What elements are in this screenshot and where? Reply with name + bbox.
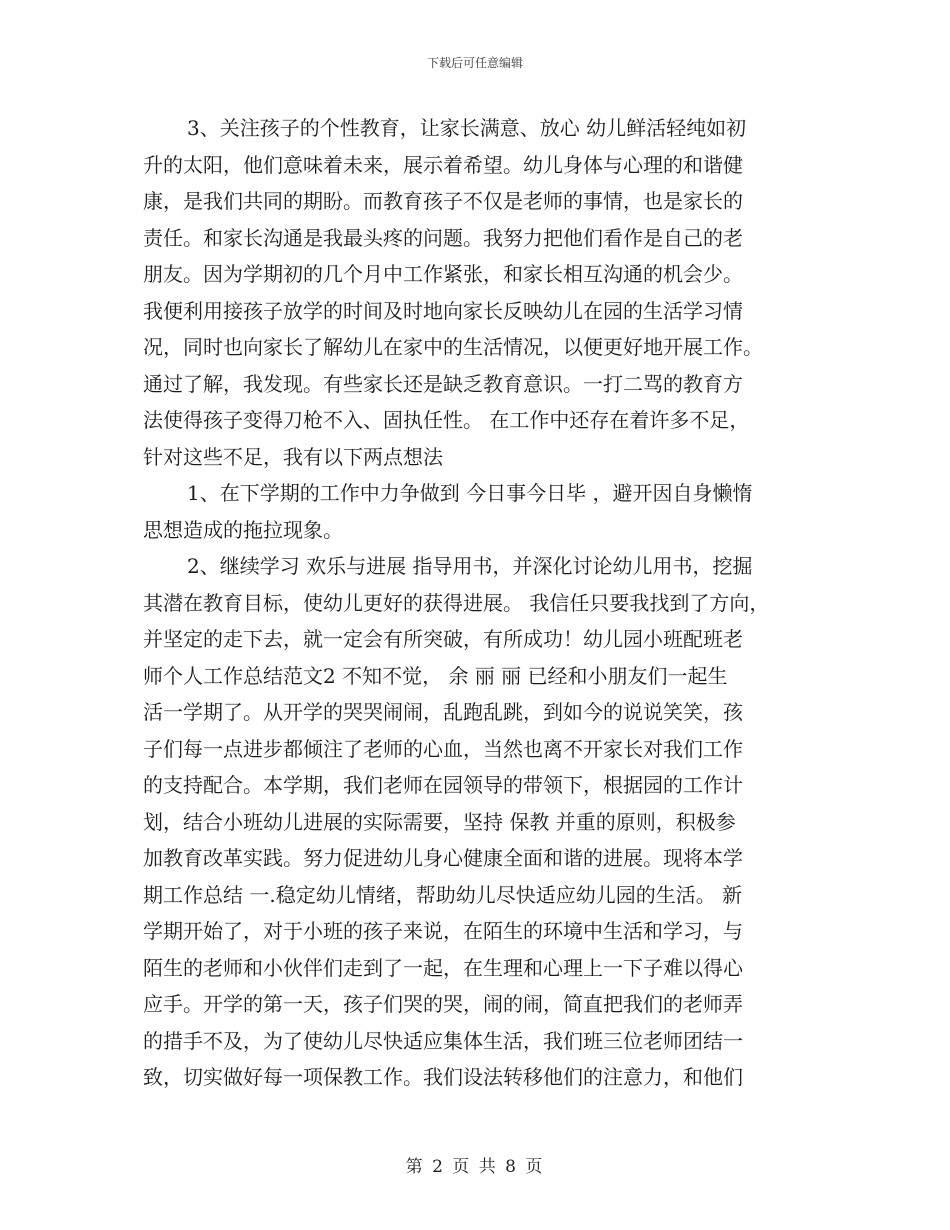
- text-line: 陌生的老师和小伙伴们走到了一起，在生理和心理上一下子难以得心: [143, 955, 743, 980]
- paragraph-3: [143, 548, 808, 1096]
- text-line: 应手。开学的第一天，孩子们哭的哭，闹的闹，简直把我们的老师弄: [143, 992, 743, 1016]
- text-line: 其潜在教育目标，使幼儿更好的获得进展。 我信任只要我找到了方向，: [143, 590, 770, 615]
- text-line: 法使得孩子变得刀枪不入、固执任性。 在工作中还存在着许多不足，: [143, 408, 750, 432]
- text-line: 的支持配合。本学期，我们老师在园领导的带领下，根据园的工作计: [143, 773, 743, 797]
- text-line: 并坚定的走下去，就一定会有所突破，有所成功！幼儿园小班配班老: [143, 627, 743, 651]
- page-header-note: 下载后可任意编辑: [426, 56, 523, 70]
- paragraph-2: [143, 475, 808, 548]
- text-line: 活一学期了。从开学的哭哭闹闹，乱跑乱跳，到如今的说说笑笑，孩: [143, 700, 743, 724]
- text-line: 学期开始了，对于小班的孩子来说，在陌生的环境中生活和学习，与: [143, 919, 743, 943]
- text-line: 师个人工作总结范文2 不知不觉， 余 丽 丽 已经和小朋友们一起生: [143, 663, 728, 688]
- text-line: 我便利用接孩子放学的时间及时地向家长反映幼儿在园的生活学习情: [143, 298, 743, 323]
- text-line: 1、在下学期的工作中力争做到 今日事今日毕 ，避开因自身懒惰: [187, 481, 753, 505]
- text-line: 划，结合小班幼儿进展的实际需要，坚持 保教 并重的原则，积极参: [143, 809, 736, 834]
- document-body: [143, 110, 808, 1096]
- text-line: 致，切实做好每一项保教工作。我们设法转移他们的注意力，和他们: [143, 1065, 743, 1089]
- text-line: 责任。和家长沟通是我最头疼的问题。我努力把他们看作是自己的老: [143, 225, 743, 250]
- text-line: 通过了解，我发现。有些家长还是缺乏教育意识。一打二骂的教育方: [143, 371, 743, 396]
- text-line: 期工作总结 一.稳定幼儿情绪，帮助幼儿尽快适应幼儿园的生活。 新: [143, 882, 743, 907]
- text-line: 朋友。因为学期初的几个月中工作紧张，和家长相互沟通的机会少。: [143, 262, 743, 286]
- text-line: 的措手不及，为了使幼儿尽快适应集体生活，我们班三位老师团结一: [143, 1028, 743, 1053]
- text-line: 3、关注孩子的个性教育，让家长满意、放心 幼儿鲜活轻纯如初: [187, 116, 747, 140]
- text-line: 针对这些不足，我有以下两点想法: [143, 444, 443, 469]
- text-line: 子们每一点进步都倾注了老师的心血，当然也离不开家长对我们工作: [143, 736, 743, 761]
- text-line: 升的太阳，他们意味着未来，展示着希望。幼儿身体与心理的和谐健: [143, 152, 743, 177]
- text-line: 康，是我们共同的期盼。而教育孩子不仅是老师的事情，也是家长的: [143, 189, 743, 213]
- page-number: 第 2 页 共 8 页: [405, 1157, 545, 1177]
- text-line: 况，同时也向家长了解幼儿在家中的生活情况，以便更好地开展工作。: [143, 335, 763, 359]
- text-line: 思想造成的拖拉现象。: [143, 517, 343, 542]
- text-line: 加教育改革实践。努力促进幼儿身心健康全面和谐的进展。现将本学: [143, 846, 743, 870]
- text-line: 2、继续学习 欢乐与进展 指导用书，并深化讨论幼儿用书，挖掘: [187, 554, 753, 578]
- paragraph-1: [143, 110, 808, 475]
